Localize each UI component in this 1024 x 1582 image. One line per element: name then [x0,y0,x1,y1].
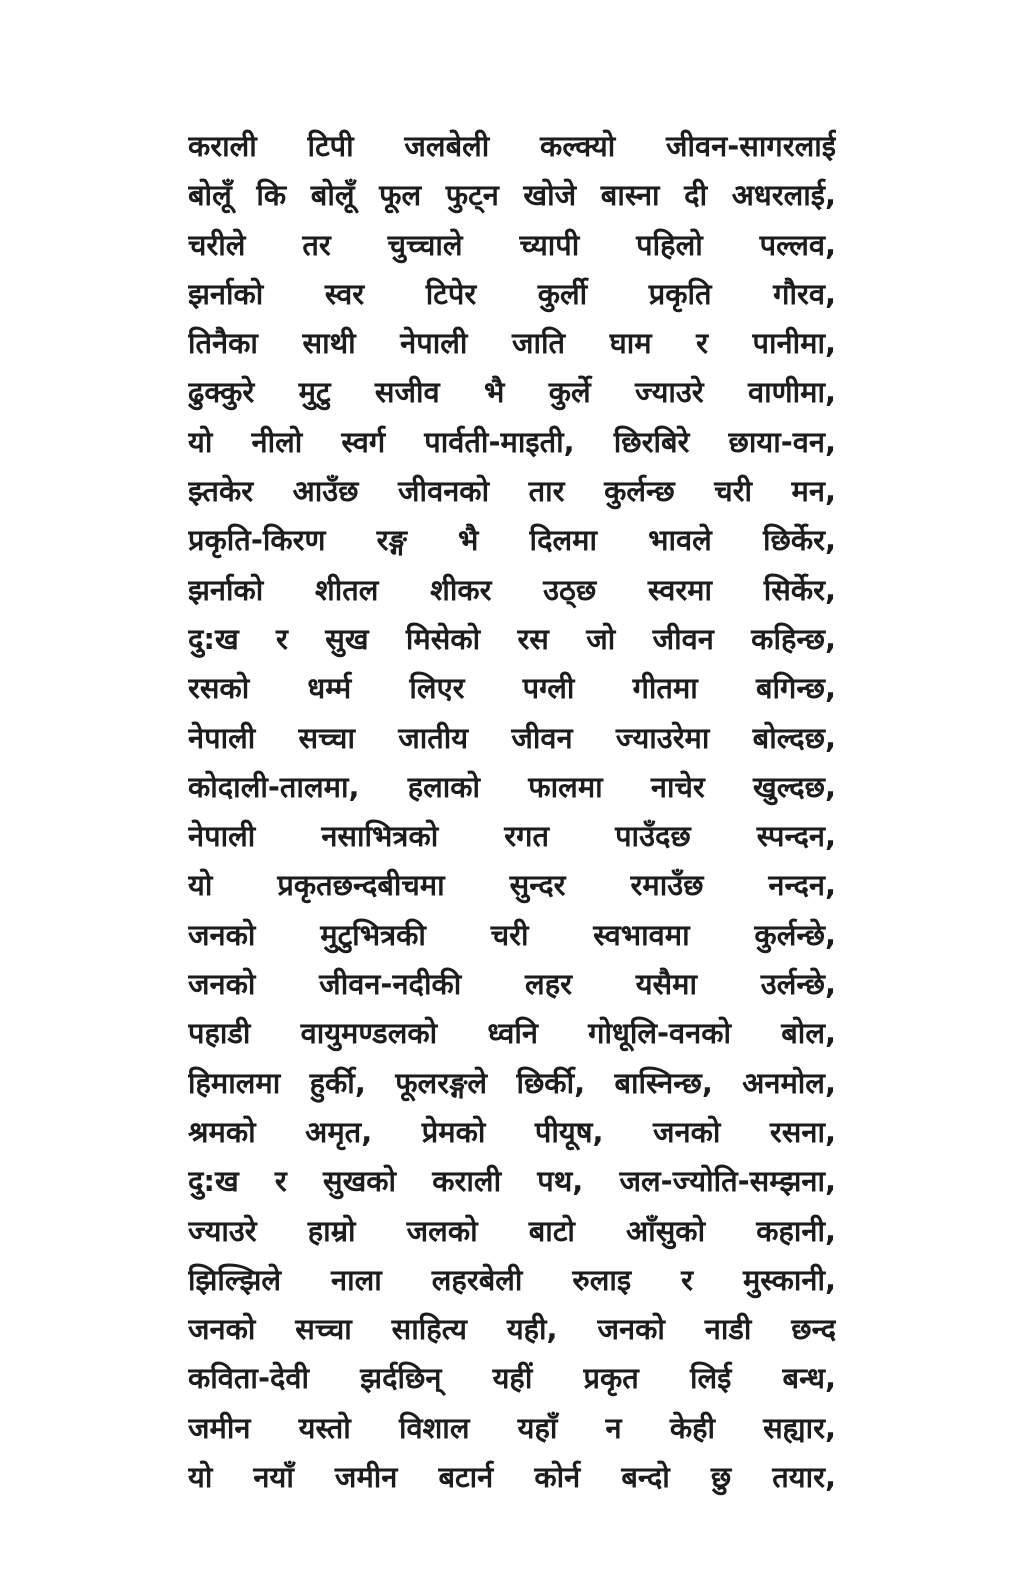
poem-line: जनको मुटुभित्रकी चरी स्वभावमा कुर्लन्छे, [188,917,836,952]
poem-line: झर्नाको शीतल शीकर उठ्छ स्वरमा सिर्केर, [188,572,836,607]
poem-line: चरीले तर चुच्चाले च्यापी पहिलो पल्लव, [188,227,836,262]
poem-line: झ्तकेर आउँछ जीवनको तार कुर्लन्छ चरी मन, [188,474,836,509]
poem-line: कराली टिपी जलबेली कल्क्यो जीवन-सागरलाई [188,129,836,163]
poem-text [188,122,836,1502]
poem-line: दु:ख र सुखको कराली पथ, जल-ज्योति-सम्झना, [188,1164,836,1199]
poem-line: पहाडी वायुमण्डलको ध्वनि गोधूलि-वनको बोल, [188,1016,836,1051]
poem-line: जनको सच्चा साहित्य यही, जनको नाडी छन्द [188,1312,836,1347]
poem-line: कोदाली-तालमा, हलाको फालमा नाचेर खुल्दछ, [188,769,836,804]
poem-line: हिमालमा हुर्की, फूलरङ्गले छिर्की, बास्निन्छ, अनमोल, [188,1065,836,1100]
poem-line: यो नीलो स्वर्ग पार्वती-माइती, छिरबिरे छाया-वन, [188,424,836,459]
poem-line: बोलूँ कि बोलूँ फूल फुट्न खोजे बास्ना दी अधरलाई, [188,178,836,213]
poem-line: ढुक्कुरे मुटु सजीव भै कुर्ले ज्याउरे वाणीमा, [188,375,836,410]
poem-line: ज्याउरे हाम्रो जलको बाटो आँसुको कहानी, [188,1213,836,1248]
poem-line: तिनैका साथी नेपाली जाति घाम र पानीमा, [188,326,836,361]
poem-line: झिल्झिले नाला लहरबेली रुलाइ र मुस्कानी, [188,1262,836,1297]
poem-line: कविता-देवी झर्दछिन् यहीं प्रकृत लिई बन्ध, [188,1361,836,1396]
poem-line: प्रकृति-किरण रङ्ग भै दिलमा भावले छिर्केर, [188,523,836,558]
poem-line: जमीन यस्तो विशाल यहाँ न केही सह्यार, [188,1410,836,1445]
poem-line: नेपाली सच्चा जातीय जीवन ज्याउरेमा बोल्दछ, [188,720,836,755]
poem-line: श्रमको अमृत, प्रेमको पीयूष, जनको रसना, [188,1114,836,1149]
poem-line: झर्नाको स्वर टिपेर कुर्ली प्रकृति गौरव, [188,276,836,311]
poem-line: नेपाली नसाभित्रको रगत पाउँदछ स्पन्दन, [188,819,836,854]
poem-line: यो नयाँ जमीन बटार्न कोर्न बन्दो छु तयार, [188,1460,836,1495]
poem-line: रसको धर्म्म लिएर पग्ली गीतमा बगिन्छ, [188,671,836,706]
poem-line: दु:ख र सुख मिसेको रस जो जीवन कहिन्छ, [188,621,836,656]
poem-line: जनको जीवन-नदीकी लहर यसैमा उर्लन्छे, [188,967,836,1002]
poem-line: यो प्रकृतछन्दबीचमा सुन्दर रमाउँछ नन्दन, [188,868,836,903]
